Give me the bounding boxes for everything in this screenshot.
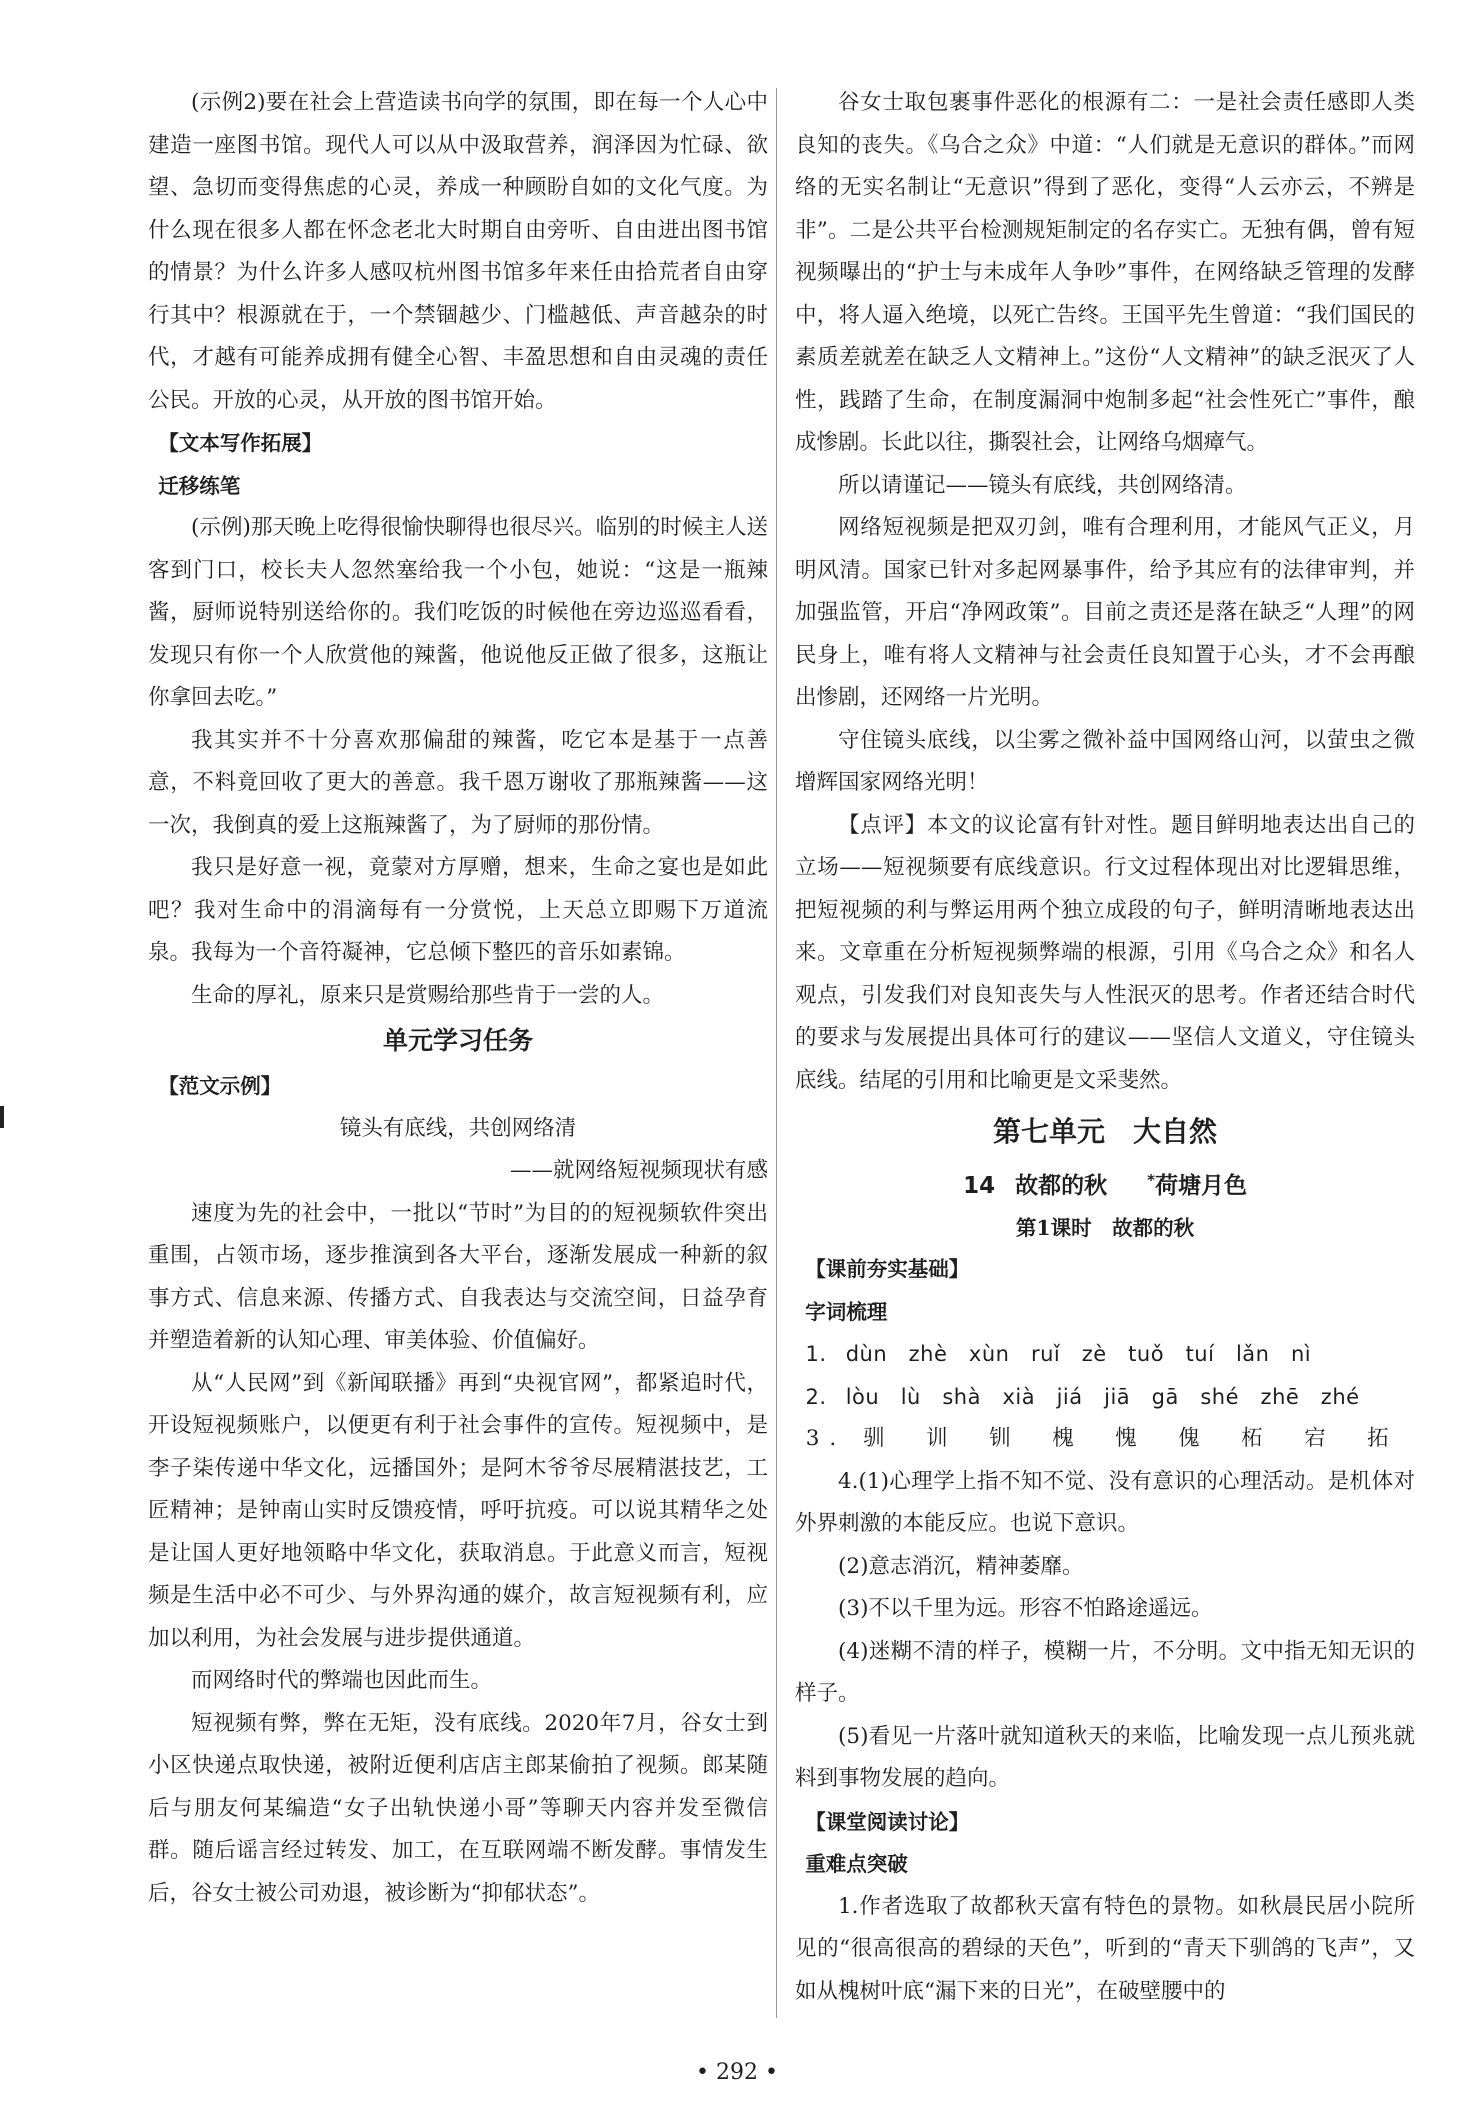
lesson-title-a: 故都的秋 xyxy=(1015,1173,1108,1199)
pinyin-line: 1. dùn zhè xùn ruǐ zè tuǒ tuí lǎn nì xyxy=(805,1342,1312,1366)
paragraph: 我只是好意一视，竟蒙对方厚赠，想来，生命之宴也是如此吧？我对生命中的涓滴每有一分赏悦，上天总立即赐下万道流泉。我每为一个音符凝神，它总倾下整匹的音乐如素锦。 xyxy=(148,855,768,965)
definition-item: (3)不以千里为远。形容不怕路途遥远。 xyxy=(838,1596,1213,1621)
definition-item: 4.(1)心理学上指不知不觉、没有意识的心理活动。是机体对外界刺激的本能反应。也说下意识。 xyxy=(795,1468,1415,1536)
section-heading-inclass: 【课堂阅读讨论】 xyxy=(805,1809,970,1834)
edge-mark xyxy=(0,1106,4,1128)
definition-item: (4)迷糊不清的样子，模糊一片，不分明。文中指无知无识的样子。 xyxy=(795,1638,1415,1706)
paragraph: 而网络时代的弊端也因此而生。 xyxy=(191,1668,493,1693)
comment-paragraph: 【点评】本文的议论富有针对性。题目鲜明地表达出自己的立场——短视频要有底线意识。行文过程体现出对比逻辑思维，把短视频的利与弊运用两个独立成段的句子，鲜明清晰地表达出来。文章重在分析短视频弊端的根源，引用《乌合之众》和名人观点，引发我们对良知丧失与人性泯灭的思考。作者还结合时代的要求与发展提出具体可行的建议——坚信人文道义，守住镜头底线。结尾的引用和比喻更是文采斐然。 xyxy=(795,812,1415,1093)
left-column xyxy=(148,82,768,1915)
essay-subtitle: ——就网络短视频现状有感 xyxy=(509,1158,768,1183)
essay-title: 镜头有底线，共创网络清 xyxy=(339,1115,577,1141)
definition-item: (2)意志消沉，精神萎靡。 xyxy=(838,1553,1084,1579)
right-column xyxy=(795,82,1415,2013)
definition-item: (5)看见一片落叶就知道秋天的来临，比喻发现一点儿预兆就料到事物发展的趋向。 xyxy=(795,1723,1415,1791)
unit-task-title: 单元学习任务 xyxy=(382,1026,533,1055)
paragraph: 网络短视频是把双刃剑，唯有合理利用，才能风气正义，月明风清。国家已针对多起网暴事件，给予其应有的法律审判，并加强监管，开启“净网政策”。目前之责还是落在缺乏“人理”的网民身上，唯有将人文精神与社会责任良知置于心头，才不会再酿出惨剧，还网络一片光明。 xyxy=(795,515,1415,710)
subheading-keypoints: 重难点突破 xyxy=(805,1852,908,1876)
section-heading-model-essay: 【范文示例】 xyxy=(158,1074,282,1098)
paragraph: 守住镜头底线，以尘雾之微补益中国网络山河，以萤虫之微增辉国家网络光明！ xyxy=(795,727,1415,795)
paragraph: 我其实并不十分喜欢那偏甜的辣酱，吃它本是基于一点善意，不料竟回收了更大的善意。我千恩万谢收了那瓶辣酱——这一次，我倒真的爱上这瓶辣酱了，为了厨师的那份情。 xyxy=(148,727,768,838)
paragraph: 从“人民网”到《新闻联播》再到“央视官网”，都紧追时代，开设短视频账户，以便更有利于社会事件的宣传。短视频中，是李子柒传递中华文化，远播国外；是阿木爷爷尽展精湛技艺，工匠精神；是钟南山实时反馈疫情，呼吁抗疫。可以说其精华之处是让国人更好地领略中华文化，获取消息。于此意义而言，短视频是生活中必不可少、与外界沟通的媒介，故言短视频有利，应加以利用，为社会发展与进步提供通道。 xyxy=(148,1370,768,1651)
paragraph: (示例)那天晚上吃得很愉快聊得也很尽兴。临别的时候主人送客到门口，校长夫人忽然塞给我一个小包，她说：“这是一瓶辣酱，厨师说特别送给你的。我们吃饭的时候他在旁边巡巡看看，发现只有你一个人欣赏他的辣酱，他说他反正做了很多，这瓶让你拿回去吃。” xyxy=(148,515,768,710)
paragraph: 短视频有弊，弊在无矩，没有底线。2020年7月，谷女士到小区快递点取快递，被附近便利店店主郎某偷拍了视频。郎某随后与朋友何某编造“女子出轨快递小哥”等聊天内容并发至微信群。随后谣言经过转发、加工，在互联网端不断发酵。事情发生后，谷女士被公司劝退，被诊断为“抑郁状态”。 xyxy=(148,1710,768,1906)
period-title: 第1课时 故都的秋 xyxy=(1015,1216,1195,1240)
page-number: • 292 • xyxy=(696,2060,778,2085)
paragraph: 1.作者选取了故都秋天富有特色的景物。如秋晨民居小院所见的“很高很高的碧绿的天色”，听到的“青天下驯鸽的飞声”，又如从槐树叶底“漏下来的日光”，在破壁腰中的 xyxy=(795,1893,1415,2004)
paragraph: (示例2)要在社会上营造读书向学的氛围，即在每一个人心中建造一座图书馆。现代人可以从中汲取营养，润泽因为忙碌、欲望、急切而变得焦虑的心灵，养成一种顾盼自如的文化气度。为什么现在很多人都在怀念老北大时期自由旁听、自由进出图书馆的情景？为什么许多人感叹杭州图书馆多年来任由拾荒者自由穿行其中？根源就在于，一个禁锢越少、门槛越低、声音越杂的时代，才越有可能养成拥有健全心智、丰盈思想和自由灵魂的责任公民。开放的心灵，从开放的图书馆开始。 xyxy=(148,90,768,413)
character-line: 3. 驯 训 钏 槐 愧 傀 柘 宕 拓 xyxy=(805,1426,1399,1451)
column-divider xyxy=(776,88,777,2018)
lesson-title-b: 荷塘月色 xyxy=(1154,1173,1247,1199)
lesson-title xyxy=(795,1158,1415,1208)
paragraph: 速度为先的社会中，一批以“节时”为目的的短视频软件突出重围，占领市场，逐步推演到各大平台，逐渐发展成一种新的叙事方式、信息来源、传播方式、自我表达与交流空间，日益孕育并塑造着新的认知心理、审美体验、价值偏好。 xyxy=(148,1200,768,1353)
unit-seven-title: 第七单元 大自然 xyxy=(992,1115,1217,1148)
paragraph: 谷女士取包裹事件恶化的根源有二：一是社会责任感即人类良知的丧失。《乌合之众》中道：“人们就是无意识的群体。”而网络的无实名制让“无意识”得到了恶化，变得“人云亦云，不辨是非”。二是公共平台检测规矩制定的名存实亡。无独有偶，曾有短视频曝出的“护士与未成年人争吵”事件，在网络缺乏管理的发酵中，将人逼入绝境，以死亡告终。王国平先生曾道：“我们国民的素质差就差在缺乏人文精神上。”这份“人文精神”的缺乏泯灭了人性，践踏了生命，在制度漏洞中炮制多起“社会性死亡”事件，酿成惨剧。长此以往，撕裂社会，让网络乌烟瘴气。 xyxy=(795,90,1415,455)
pinyin-line: 2. lòu lù shà xià jiá jiā gā shé zhē zhé xyxy=(805,1384,1360,1409)
lesson-number: 14 xyxy=(963,1173,996,1199)
paragraph: 生命的厚礼，原来只是赏赐给那些肯于一尝的人。 xyxy=(191,982,665,1008)
subheading-vocab: 字词梳理 xyxy=(805,1299,888,1324)
section-heading-text-writing: 【文本写作拓展】 xyxy=(158,431,323,455)
optional-star-mark: * xyxy=(1147,1171,1155,1189)
paragraph: 所以请谨记——镜头有底线，共创网络清。 xyxy=(838,472,1247,498)
subheading-transfer-writing: 迁移练笔 xyxy=(158,473,241,498)
section-heading-preclass: 【课前夯实基础】 xyxy=(805,1257,970,1281)
